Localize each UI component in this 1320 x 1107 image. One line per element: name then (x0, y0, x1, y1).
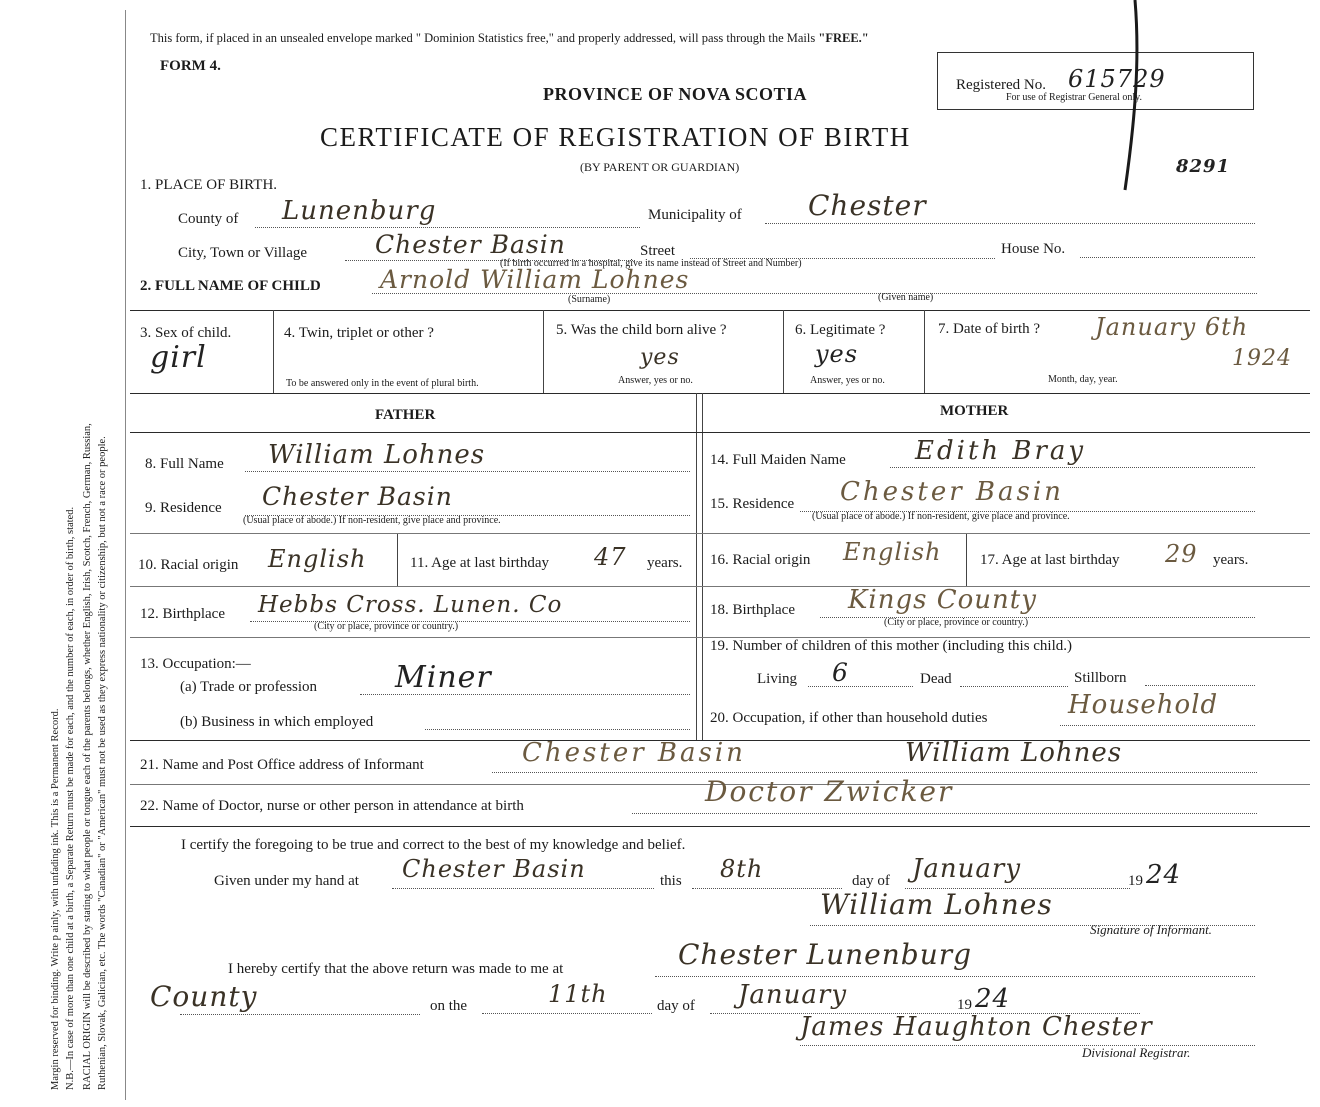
province-heading: PROVINCE OF NOVA SCOTIA (543, 84, 808, 104)
dob-note: Month, day, year. (1048, 374, 1118, 385)
registered-label: Registered No. (956, 77, 1046, 93)
registrar-county-value: County (150, 980, 258, 1013)
pen-stroke (1080, 0, 1160, 200)
mother-race-label: 16. Racial origin (710, 552, 811, 568)
registered-number: 615729 (1068, 65, 1166, 93)
mother-birthplace-note: (City or place, province or country.) (884, 617, 1029, 628)
father-birthplace-value: Hebbs Cross. Lunen. Co (258, 592, 563, 618)
registrar-place-value: Chester Lunenburg (678, 938, 973, 971)
mother-name-label: 14. Full Maiden Name (710, 452, 846, 468)
registrar-year-value: 24 (975, 984, 1011, 1014)
form-number: FORM 4. (160, 58, 221, 74)
mother-occupation-label: 20. Occupation, if other than household duties (710, 710, 988, 726)
municipality-value: Chester (808, 189, 927, 222)
mother-children-label: 19. Number of children of this mother (including this child.) (710, 638, 1073, 654)
mother-living-value: 6 (832, 658, 849, 687)
informant-signature-label: Signature of Informant. (1090, 922, 1212, 937)
margin-note-1: Margin reserved for binding. Write p ainly, with unfading ink. This is a Permanent Record. (50, 708, 61, 1090)
doctor-value: Doctor Zwicker (705, 775, 954, 808)
registrar-note: For use of Registrar General only. (1006, 92, 1142, 103)
certificate-title: CERTIFICATE OF REGISTRATION OF BIRTH (320, 122, 911, 152)
given-day-value: 8th (720, 855, 764, 883)
registrar-on-the-label: on the (430, 998, 468, 1014)
given-label: Given under my hand at (214, 873, 359, 889)
registrar-month-value: January (738, 980, 848, 1010)
place-section-label: 1. PLACE OF BIRTH. (140, 177, 278, 193)
mother-residence-value: Chester Basin (840, 477, 1064, 507)
registrar-statement: I hereby certify that the above return was made to me at (228, 961, 564, 977)
father-birthplace-label: 12. Birthplace (140, 606, 225, 622)
father-residence-value: Chester Basin (262, 482, 453, 511)
dob-year: 1924 (1232, 346, 1292, 371)
child-name-value: Arnold William Lohnes (380, 265, 690, 294)
father-age-label: 11. Age at last birthday (410, 555, 549, 571)
legitimate-value: yes (815, 340, 859, 368)
given-day-of-label: day of (852, 873, 890, 889)
registrar-day-of-label: day of (657, 998, 695, 1014)
mother-living-label: Living (757, 671, 797, 687)
sex-label: 3. Sex of child. (140, 325, 232, 341)
margin-note-4: Ruthenian, Slovak, Galician, etc. The words "Canadian" or "American" must not be used as they express nationality or citizenship, but not a race or people. (97, 436, 108, 1090)
registrar-signature-label: Divisional Registrar. (1082, 1045, 1191, 1060)
city-value: Chester Basin (375, 230, 566, 259)
mother-birthplace-value: Kings County (848, 585, 1037, 615)
father-race-value: English (268, 545, 367, 573)
legitimate-label: 6. Legitimate ? (795, 322, 886, 338)
street-label: Street (640, 243, 675, 259)
county-value: Lunenburg (282, 196, 437, 226)
given-place-value: Chester Basin (402, 855, 586, 883)
city-label: City, Town or Village (178, 245, 308, 261)
dob-value: January 6th (1095, 313, 1249, 341)
alive-label: 5. Was the child born alive ? (556, 322, 727, 338)
father-trade-label: (a) Trade or profession (180, 679, 318, 695)
father-trade-value: Miner (395, 660, 492, 695)
mother-heading: MOTHER (940, 403, 1009, 419)
informant-label: 21. Name and Post Office address of Informant (140, 757, 424, 773)
house-label: House No. (1001, 241, 1066, 257)
given-year-prefix: 19 (1128, 873, 1143, 889)
father-business-label: (b) Business in which employed (180, 714, 374, 730)
municipality-label: Municipality of (648, 207, 742, 223)
mother-name-value: Edith Bray (915, 436, 1087, 466)
mother-stillborn-label: Stillborn (1074, 670, 1127, 686)
registrar-year-prefix: 19 (957, 997, 972, 1013)
informant-signature: William Lohnes (820, 888, 1053, 921)
father-birthplace-note: (City or place, province or country.) (314, 621, 459, 632)
mother-residence-note: (Usual place of abode.) If non-resident, give place and province. (812, 511, 1070, 522)
legitimate-note: Answer, yes or no. (810, 375, 885, 386)
twin-label: 4. Twin, triplet or other ? (284, 325, 434, 341)
county-label: County of (178, 211, 239, 227)
dob-label: 7. Date of birth ? (938, 321, 1041, 337)
twin-note: To be answered only in the event of plural birth. (286, 378, 479, 389)
given-month-value: January (912, 854, 1022, 884)
alive-note: Answer, yes or no. (618, 375, 693, 386)
mail-note: This form, if placed in an unsealed envelope marked " Dominion Statistics free," and properly addressed, will pass through the Mails "FREE." (150, 31, 869, 45)
father-name-value: William Lohnes (268, 440, 486, 470)
mother-occupation-value: Household (1068, 690, 1219, 720)
sex-value: girl (150, 340, 207, 375)
father-residence-label: 9. Residence (145, 500, 222, 516)
father-race-label: 10. Racial origin (138, 557, 239, 573)
child-name-label: 2. FULL NAME OF CHILD (140, 278, 321, 294)
mother-residence-label: 15. Residence (710, 496, 795, 512)
mother-age-label: 17. Age at last birthday (980, 552, 1120, 568)
father-residence-note: (Usual place of abode.) If non-resident, give place and province. (243, 515, 501, 526)
given-name-note: (Given name) (878, 292, 934, 303)
margin-rule (125, 10, 126, 1100)
surname-note: (Surname) (568, 294, 611, 305)
stamp-mark: 8291 (1176, 156, 1231, 177)
margin-note-2: N.B.—In case of more than one child at a birth, a Separate Return must be made for each, and the number of each, in order of birth, stated. (65, 506, 76, 1090)
father-age-value: 47 (594, 543, 627, 571)
mother-years-label: years. (1213, 552, 1249, 568)
father-name-label: 8. Full Name (145, 456, 224, 472)
certify-statement: I certify the foregoing to be true and correct to the best of my knowledge and belief. (181, 837, 686, 853)
registrar-day-value: 11th (548, 980, 608, 1008)
mother-race-value: English (843, 538, 942, 566)
margin-note-3: RACIAL ORIGIN will be described by stating to what people or tongue each of the parents belongs, whether English, Irish, Scotch, French, German, Russian, (82, 423, 93, 1090)
this-label: this (660, 873, 682, 889)
given-year-value: 24 (1146, 860, 1182, 890)
informant-address-value: Chester Basin (522, 738, 746, 768)
mother-birthplace-label: 18. Birthplace (710, 602, 795, 618)
doctor-label: 22. Name of Doctor, nurse or other person in attendance at birth (140, 798, 524, 814)
father-heading: FATHER (375, 407, 436, 423)
father-years-label: years. (647, 555, 683, 571)
hospital-note: (If birth occurred in a hospital, give its name instead of Street and Number) (500, 258, 802, 269)
father-occupation-label: 13. Occupation:— (140, 656, 251, 672)
mother-dead-label: Dead (920, 671, 952, 687)
informant-name-value: William Lohnes (905, 738, 1123, 768)
registrar-signature: James Haughton Chester (800, 1012, 1153, 1042)
alive-value: yes (640, 345, 680, 370)
certificate-subtitle: (BY PARENT OR GUARDIAN) (580, 160, 740, 174)
mother-age-value: 29 (1165, 540, 1198, 568)
